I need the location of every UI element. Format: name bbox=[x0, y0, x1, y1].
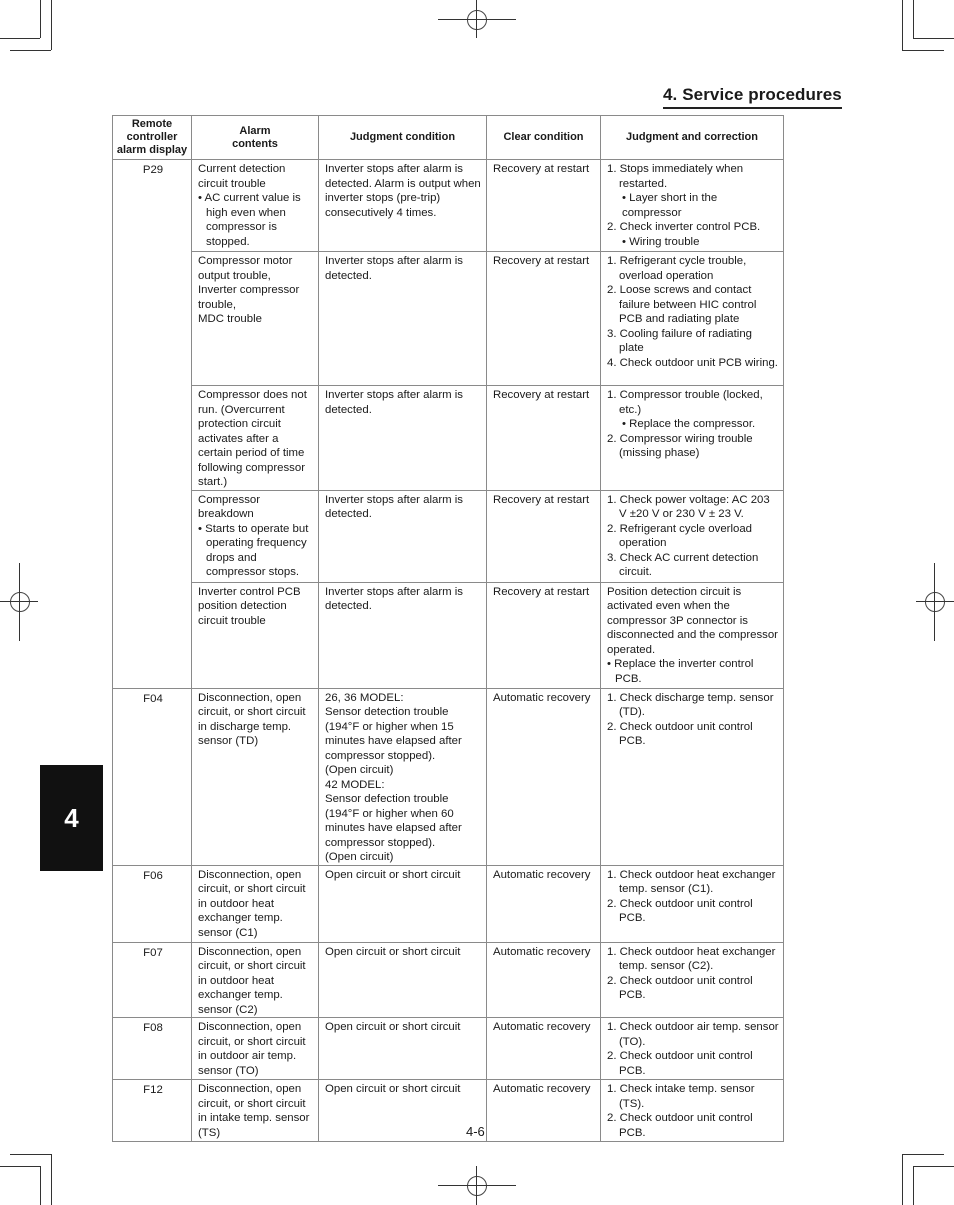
clear-condition-text: Automatic recovery bbox=[493, 945, 591, 958]
alarm-contents-line: Disconnection, open circuit, or short circuit in outdoor heat exchanger temp. sensor (C2) bbox=[198, 945, 306, 1016]
judgment-condition-cell bbox=[319, 252, 487, 386]
clear-condition-text: Recovery at restart bbox=[493, 585, 590, 598]
alarm-contents-line: Disconnection, open circuit, or short circuit in outdoor heat exchanger temp. sensor (C1) bbox=[198, 868, 306, 939]
alarm-contents-line: Compressor does not run. (Overcurrent protection circuit activates after a certain period of time following compressor start.) bbox=[198, 389, 307, 488]
table-row bbox=[113, 942, 784, 1018]
correction-cell bbox=[601, 582, 784, 688]
column-header-clear-condition: Clear condition bbox=[487, 116, 601, 160]
alarm-contents-cell bbox=[192, 582, 319, 688]
correction-line: • Replace the inverter control PCB. bbox=[607, 658, 754, 685]
correction-cell bbox=[601, 160, 784, 252]
correction-line: 2. Check outdoor unit control PCB. bbox=[607, 1050, 753, 1077]
alarm-code-cell: F07 bbox=[113, 942, 192, 1018]
alarm-contents-cell bbox=[192, 490, 319, 582]
judgment-condition-text: Open circuit or short circuit bbox=[325, 1021, 461, 1033]
alarm-table-body bbox=[113, 160, 784, 1142]
alarm-contents-line: Disconnection, open circuit, or short circuit in intake temp. sensor (TS) bbox=[198, 1083, 310, 1139]
alarm-contents-line: • AC current value is high even when compressor is stopped. bbox=[198, 192, 301, 248]
correction-cell bbox=[601, 252, 784, 386]
alarm-code-cell: F08 bbox=[113, 1018, 192, 1080]
clear-condition-cell bbox=[487, 688, 601, 865]
alarm-contents-line: Compressor motor output trouble, Inverter compressor trouble, MDC trouble bbox=[198, 255, 300, 325]
correction-line: 2. Compressor wiring trouble (missing phase) bbox=[607, 432, 753, 459]
judgment-condition-cell bbox=[319, 1080, 487, 1142]
clear-condition-cell bbox=[487, 160, 601, 252]
table-row bbox=[113, 1080, 784, 1142]
alarm-contents-line: Compressor breakdown bbox=[198, 493, 261, 520]
correction-cell bbox=[601, 1018, 784, 1080]
alarm-contents-line: Inverter control PCB position detection circuit trouble bbox=[198, 585, 301, 627]
correction-line: 2. Refrigerant cycle overload operation bbox=[607, 522, 752, 549]
alarm-code-cell: F12 bbox=[113, 1080, 192, 1142]
alarm-contents-line: Disconnection, open circuit, or short circuit in discharge temp. sensor (TD) bbox=[198, 691, 306, 747]
correction-line: 1. Refrigerant cycle trouble, overload operation bbox=[607, 255, 747, 282]
column-header-judgment-condition: Judgment condition bbox=[319, 116, 487, 160]
judgment-condition-cell bbox=[319, 490, 487, 582]
correction-line: 2. Check outdoor unit control PCB. bbox=[607, 1112, 753, 1139]
alarm-contents-cell bbox=[192, 1080, 319, 1142]
correction-line: 1. Check outdoor heat exchanger temp. sensor (C1). bbox=[607, 868, 776, 895]
clear-condition-text: Automatic recovery bbox=[493, 691, 591, 704]
table-row bbox=[113, 865, 784, 942]
judgment-condition-cell bbox=[319, 1018, 487, 1080]
correction-line: 1. Check power voltage: AC 203 V ±20 V or 230 V ± 23 V. bbox=[607, 493, 770, 520]
alarm-contents-cell bbox=[192, 386, 319, 491]
table-row bbox=[113, 582, 784, 688]
clear-condition-text: Recovery at restart bbox=[493, 163, 590, 175]
clear-condition-cell bbox=[487, 942, 601, 1018]
section-title: 4. Service procedures bbox=[663, 85, 842, 109]
clear-condition-cell bbox=[487, 865, 601, 942]
clear-condition-text: Automatic recovery bbox=[493, 868, 591, 881]
judgment-condition-text: Inverter stops after alarm is detected. bbox=[325, 389, 464, 416]
correction-cell bbox=[601, 490, 784, 582]
clear-condition-cell bbox=[487, 582, 601, 688]
table-row bbox=[113, 160, 784, 252]
correction-line: Position detection circuit is activated even when the compressor 3P connector is disconnected and the compressor operated. bbox=[607, 585, 778, 656]
clear-condition-cell bbox=[487, 386, 601, 491]
chapter-tab: 4 bbox=[40, 765, 103, 871]
correction-line: • Wiring trouble bbox=[622, 235, 700, 248]
correction-line: • Replace the compressor. bbox=[622, 418, 756, 430]
judgment-condition-cell bbox=[319, 865, 487, 942]
alarm-code-cell: F06 bbox=[113, 865, 192, 942]
alarm-table bbox=[112, 115, 784, 1142]
table-row bbox=[113, 490, 784, 582]
clear-condition-text: Automatic recovery bbox=[493, 1021, 591, 1033]
judgment-condition-text: Inverter stops after alarm is detected. bbox=[325, 255, 464, 282]
correction-line: 1. Check outdoor air temp. sensor (TO). bbox=[607, 1021, 779, 1048]
table-row bbox=[113, 1018, 784, 1080]
alarm-code-cell: P29 bbox=[113, 160, 192, 689]
column-header-alarm-contents: Alarm contents bbox=[192, 116, 319, 160]
table-header-row bbox=[113, 116, 784, 160]
alarm-contents-cell bbox=[192, 942, 319, 1018]
judgment-condition-cell bbox=[319, 688, 487, 865]
correction-line: 2. Loose screws and contact failure between HIC control PCB and radiating plate bbox=[607, 284, 757, 325]
correction-line: 3. Cooling failure of radiating plate bbox=[607, 327, 753, 354]
judgment-condition-text: Inverter stops after alarm is detected. bbox=[325, 493, 464, 520]
table-row bbox=[113, 386, 784, 491]
judgment-condition-text: 26, 36 MODEL: Sensor detection trouble (194°F or higher when 15 minutes have elapsed after compressor stopped). (Open circuit) 42 MODEL: Sensor defection trouble (194°F or higher when 60 minutes have elapsed after compressor stopped). (Open circuit) bbox=[325, 691, 462, 863]
clear-condition-text: Recovery at restart bbox=[493, 493, 590, 506]
correction-line: 1. Check discharge temp. sensor (TD). bbox=[607, 691, 774, 718]
alarm-contents-cell bbox=[192, 252, 319, 386]
column-header-judgment-correction: Judgment and correction bbox=[601, 116, 784, 160]
correction-line: 1. Stops immediately when restarted. bbox=[607, 163, 744, 190]
column-header-alarm-display: Remote controller alarm display bbox=[113, 116, 192, 160]
judgment-condition-cell bbox=[319, 160, 487, 252]
alarm-contents-line: Disconnection, open circuit, or short circuit in outdoor air temp. sensor (TO) bbox=[198, 1021, 306, 1077]
correction-cell bbox=[601, 688, 784, 865]
judgment-condition-text: Inverter stops after alarm is detected. Alarm is output when inverter stops (pre-trip) consecutively 4 times. bbox=[325, 163, 481, 219]
clear-condition-cell bbox=[487, 1080, 601, 1142]
judgment-condition-cell bbox=[319, 386, 487, 491]
page-number: 4-6 bbox=[466, 1124, 485, 1139]
alarm-code-cell: F04 bbox=[113, 688, 192, 865]
alarm-contents-line: • Starts to operate but operating frequency drops and compressor stops. bbox=[198, 522, 309, 578]
alarm-contents-cell bbox=[192, 688, 319, 865]
correction-line: • Layer short in the compressor bbox=[622, 192, 718, 219]
clear-condition-text: Automatic recovery bbox=[493, 1083, 591, 1095]
correction-cell bbox=[601, 1080, 784, 1142]
correction-line: 1. Check outdoor heat exchanger temp. sensor (C2). bbox=[607, 945, 776, 972]
correction-line: 2. Check outdoor unit control PCB. bbox=[607, 897, 753, 924]
correction-line: 4. Check outdoor unit PCB wiring. bbox=[607, 356, 778, 369]
correction-cell bbox=[601, 942, 784, 1018]
judgment-condition-cell bbox=[319, 582, 487, 688]
correction-cell bbox=[601, 386, 784, 491]
correction-line: 1. Compressor trouble (locked, etc.) bbox=[607, 389, 763, 416]
correction-line: 1. Check intake temp. sensor (TS). bbox=[607, 1083, 755, 1110]
clear-condition-text: Recovery at restart bbox=[493, 255, 590, 267]
alarm-contents-cell bbox=[192, 1018, 319, 1080]
correction-line: 2. Check inverter control PCB. bbox=[607, 221, 761, 233]
clear-condition-cell bbox=[487, 490, 601, 582]
clear-condition-cell bbox=[487, 1018, 601, 1080]
judgment-condition-cell bbox=[319, 942, 487, 1018]
alarm-contents-cell bbox=[192, 865, 319, 942]
correction-line: 3. Check AC current detection circuit. bbox=[607, 551, 759, 578]
judgment-condition-text: Open circuit or short circuit bbox=[325, 945, 461, 958]
correction-line: 2. Check outdoor unit control PCB. bbox=[607, 974, 753, 1001]
judgment-condition-text: Open circuit or short circuit bbox=[325, 1083, 461, 1095]
clear-condition-text: Recovery at restart bbox=[493, 389, 590, 401]
alarm-contents-cell bbox=[192, 160, 319, 252]
alarm-contents-line: Current detection circuit trouble bbox=[198, 163, 286, 190]
correction-cell bbox=[601, 865, 784, 942]
table-row bbox=[113, 688, 784, 865]
judgment-condition-text: Inverter stops after alarm is detected. bbox=[325, 585, 464, 612]
judgment-condition-text: Open circuit or short circuit bbox=[325, 868, 461, 881]
clear-condition-cell bbox=[487, 252, 601, 386]
correction-line: 2. Check outdoor unit control PCB. bbox=[607, 720, 753, 747]
table-row bbox=[113, 252, 784, 386]
